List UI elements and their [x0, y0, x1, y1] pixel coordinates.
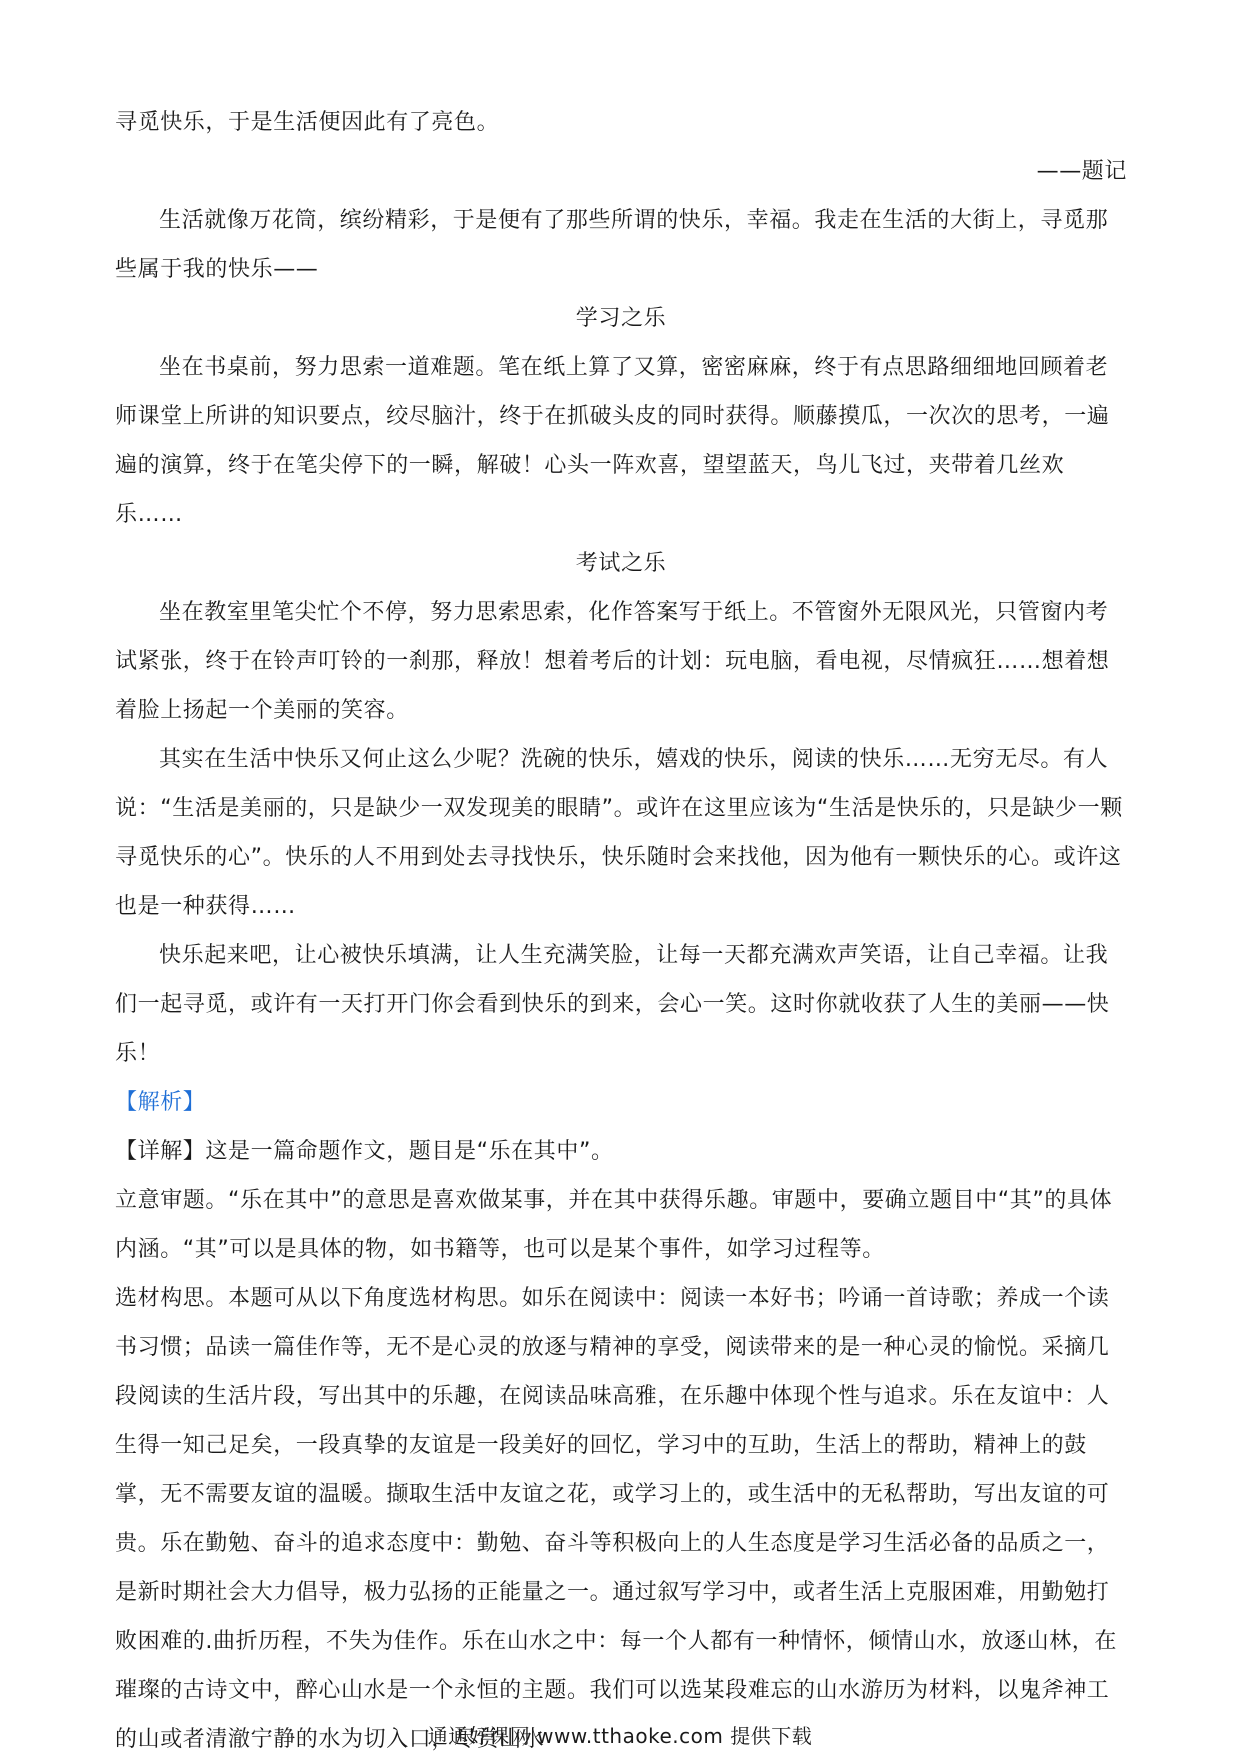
page-footer: 通通好课网 www.tthaoke.com 提供下载 — [427, 1724, 813, 1748]
section-heading-exam: 考试之乐 — [575, 551, 667, 576]
document-page — [115, 98, 1127, 1764]
section-heading-study: 学习之乐 — [575, 306, 667, 331]
essay-paragraph-2: 坐在书桌前，努力思索一道难题。笔在纸上算了又算，密密麻麻，终于有点思路细细地回顾着老师课堂上所讲的知识要点，绞尽脑汁，终于在抓破头皮的同时获得。顺藤摸瓜，一次次的思考，一遍遍的演算，终于在笔尖停下的一瞬，解破！心头一阵欢喜，望望蓝天，鸟儿飞过，夹带着几丝欢乐…… — [115, 355, 1110, 527]
analysis-paragraph-1: 立意审题。“乐在其中”的意思是喜欢做某事，并在其中获得乐趣。审题中，要确立题目中“其”的具体内涵。“其”可以是具体的物，如书籍等，也可以是某个事件，如学习过程等。 — [115, 1188, 1113, 1262]
analysis-paragraph-2: 选材构思。本题可从以下角度选材构思。如乐在阅读中：阅读一本好书；吟诵一首诗歌；养成一个读书习惯；品读一篇佳作等，无不是心灵的放逐与精神的享受，阅读带来的是一种心灵的愉悦。采摘几段阅读的生活片段，写出其中的乐趣，在阅读品味高雅，在乐趣中体现个性与追求。乐在友谊中：人生得一知己足矣，一段真挚的友谊是一段美好的回忆，学习中的互助，生活上的帮助，精神上的鼓掌，无不需要友谊的温暖。撷取生活中友谊之花，或学习上的，或生活中的无私帮助，写出友谊的可贵。乐在勤勉、奋斗的追求态度中：勤勉、奋斗等积极向上的人生态度是学习生活必备的品质之一，是新时期社会大力倡导，极力弘扬的正能量之一。通过叙写学习中，或者生活上克服困难，用勤勉打败困难的.曲折历程，不失为佳作。乐在山水之中：每一个人都有一种情怀，倾情山水，放逐山林，在璀璨的古诗文中，醉心山水是一个永恒的主题。我们可以选某段难忘的山水游历为材料，以鬼斧神工的山或者清澈宁静的水为切入口，尽赏山水 — [115, 1286, 1117, 1752]
preface-line: 寻觅快乐，于是生活便因此有了亮色。 — [115, 110, 500, 135]
essay-paragraph-5: 快乐起来吧，让心被快乐填满，让人生充满笑脸，让每一天都充满欢声笑语，让自己幸福。让我们一起寻觅，或许有一天打开门你会看到快乐的到来，会心一笑。这时你就收获了人生的美丽——快乐！ — [115, 943, 1110, 1066]
analysis-section — [115, 1078, 1127, 1764]
essay-paragraph-4: 其实在生活中快乐又何止这么少呢？洗碗的快乐，嬉戏的快乐，阅读的快乐……无穷无尽。有人说：“生活是美丽的，只是缺少一双发现美的眼睛”。或许在这里应该为“生活是快乐的，只是缺少一颗寻觅快乐的心”。快乐的人不用到处去寻找快乐，快乐随时会来找他，因为他有一颗快乐的心。或许这也是一种获得…… — [115, 747, 1123, 919]
analysis-tag: 【解析】 — [115, 1090, 206, 1115]
preface-signature: ——题记 — [1036, 159, 1127, 184]
essay-body — [115, 196, 1127, 1078]
essay-paragraph-3: 坐在教室里笔尖忙个不停，努力思索思索，化作答案写于纸上。不管窗外无限风光，只管窗内考试紧张，终于在铃声叮铃的一刹那，释放！想着考后的计划：玩电脑，看电视，尽情疯狂……想着想着脸上扬起一个美丽的笑容。 — [115, 600, 1110, 723]
analysis-detail: 【详解】这是一篇命题作文，题目是“乐在其中”。 — [115, 1139, 614, 1164]
essay-paragraph-1: 生活就像万花筒，缤纷精彩，于是便有了那些所谓的快乐，幸福。我走在生活的大街上，寻觅那些属于我的快乐—— — [115, 208, 1109, 282]
